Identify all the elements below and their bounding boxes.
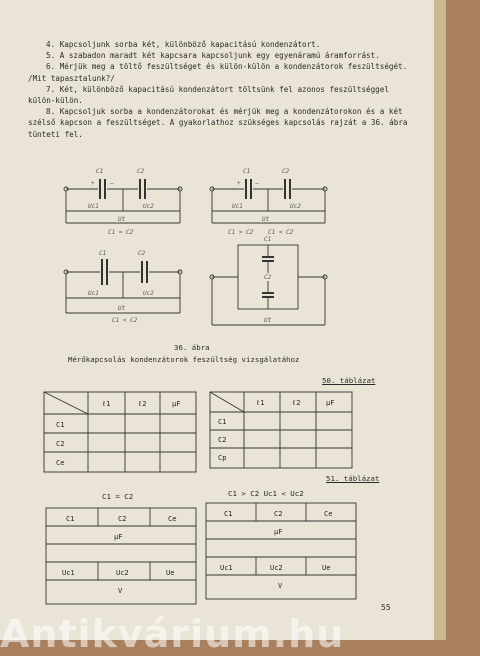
watermark-logo: Antikvárium.hu [0, 612, 345, 656]
label-uc2-c: Uc2 [143, 290, 154, 297]
label-ut-d: Ut [264, 317, 272, 324]
t51-r-c2: C2 [274, 510, 283, 518]
label-uc2-b: Uc2 [290, 203, 301, 210]
t50b-h1: ℓ1 [256, 399, 265, 407]
t50-r1: C1 [56, 421, 65, 429]
label-uc1-a: Uc1 [88, 203, 99, 210]
condition-b2: C1 < C2 [268, 229, 294, 236]
t50b-r1: C1 [218, 418, 227, 426]
table-51-label: 51. táblázat [326, 474, 380, 483]
t51-r-ue: Ue [322, 564, 331, 572]
condition-b: C1 > C2 [228, 229, 254, 236]
book-spine [434, 0, 446, 640]
t51-l-c2: C2 [118, 515, 127, 523]
label-c2-c: C2 [138, 250, 146, 257]
t51-l-ce: Ce [168, 515, 177, 523]
t51-r-uc1: Uc1 [220, 564, 233, 572]
instruction-6: 6. Mérjük meg a töltő feszültséget és külön-külön a kondenzátorok feszültségét. /Mit tapasztalunk?/ [28, 62, 408, 83]
t51-r-v: V [278, 582, 283, 590]
figure-number: 36. ábra [174, 343, 210, 352]
label-minus-b: − [255, 180, 259, 187]
instruction-5: 5. A szabadon maradt két kapcsara kapcsoljunk egy egyenáramú áramforrást. [46, 51, 380, 61]
circuit-parallel [210, 245, 327, 325]
label-c2-b: C2 [282, 168, 290, 175]
label-c2-a: C2 [137, 168, 145, 175]
table-51 [0, 500, 434, 605]
t51-l-ue: Ue [166, 569, 175, 577]
t50b-r2: C2 [218, 436, 227, 444]
label-plus-b: + [237, 180, 241, 187]
t50-h2: ℓ2 [138, 400, 147, 408]
t50-r3: Ce [56, 459, 65, 467]
label-c1-b: C1 [243, 168, 251, 175]
instruction-7: 7. Két, különböző kapacitású kondenzátort töltsünk fel azonos feszültséggel külön-külön. [28, 84, 389, 106]
label-ut-c: Ut [118, 305, 126, 312]
label-plus-a: + [91, 180, 95, 187]
t51-l-uc2: Uc2 [116, 569, 129, 577]
label-ut-b: Ut [262, 216, 270, 223]
t51-r-ce: Ce [324, 510, 333, 518]
t51-l-uc1: Uc1 [62, 569, 75, 577]
t50b-r3: Cp [218, 454, 227, 462]
condition-c: C1 < C2 [112, 317, 138, 324]
label-uc2-a: Uc2 [143, 203, 154, 210]
t50b-h2: ℓ2 [292, 399, 301, 407]
instruction-4: 4. Kapcsoljunk sorba két, különböző kapacitású kondenzátort. [46, 40, 321, 49]
t51-l-v: V [118, 587, 123, 595]
instructions-text [28, 39, 408, 140]
circuit-figure [0, 155, 434, 340]
table-51-right-title: C1 > C2 Uc1 < Uc2 [228, 489, 304, 498]
label-c1-d: C1 [264, 236, 272, 243]
label-c2-d: C2 [264, 274, 272, 281]
table-50-label: 50. táblázat [322, 376, 376, 385]
figure-title: Mérőkapcsolás kondenzátorok feszültség vizsgálatához [68, 355, 300, 364]
page-number: 55 [381, 603, 391, 612]
t51-r-c1: C1 [224, 510, 233, 518]
condition-a: C1 = C2 [108, 229, 134, 236]
t50-h1: ℓ1 [102, 400, 111, 408]
t51-l-c1: C1 [66, 515, 75, 523]
t50b-h3: μF [326, 399, 335, 407]
t50-r2: C2 [56, 440, 65, 448]
table-51-left-title: C1 = C2 [102, 492, 134, 501]
label-minus-a: − [110, 180, 114, 187]
t51-r-uc2: Uc2 [270, 564, 283, 572]
label-c1-c: C1 [99, 250, 107, 257]
t51-l-unit: μF [114, 533, 123, 541]
instruction-8: 8. Kapcsoljuk sorba a kondenzátorokat és mérjük meg a kondenzátorokon és a két szélső kapcson a feszültséget. A gyakorlathoz szükséges kapcsolás rajzát a 36. ábra tünteti fel. [28, 107, 408, 139]
table-50 [0, 388, 434, 480]
label-ut-a: Ut [118, 216, 126, 223]
t51-r-unit: μF [274, 528, 283, 536]
label-uc1-b: Uc1 [232, 203, 243, 210]
label-c1-a: C1 [96, 168, 104, 175]
label-uc1-c: Uc1 [88, 290, 99, 297]
t50-h3: μF [172, 400, 181, 408]
